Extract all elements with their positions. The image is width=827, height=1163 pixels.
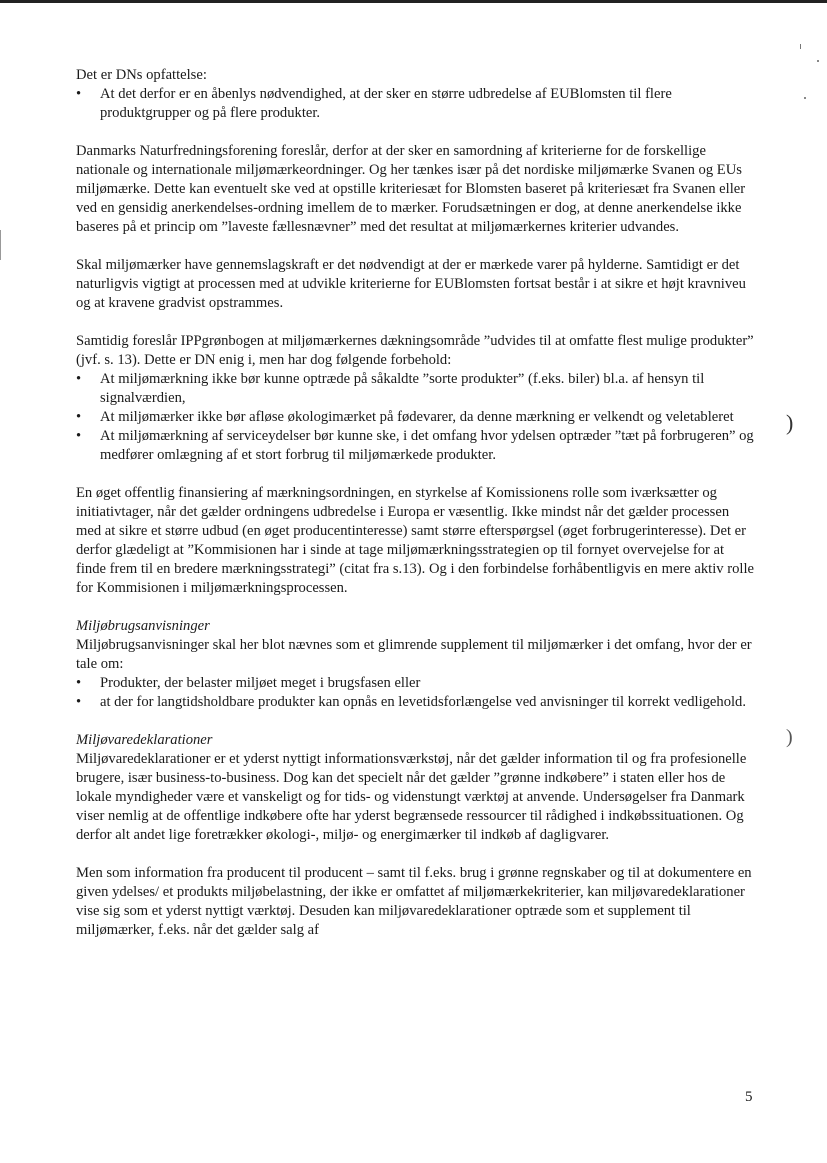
list-item: • Produkter, der belaster miljøet meget i brugsfasen eller [76,674,756,693]
bullet-list [76,85,756,123]
usage-instructions-section [76,617,756,712]
bullet-list [76,370,756,465]
scan-top-border [0,0,827,3]
paragraph: Skal miljømærker have gennemslagskraft er det nødvendigt at der er mærkede varer på hylderne. Samtidigt er det naturligvis vigtigt at processen med at udvikle kriterierne for EUBlomsten fortsat består i at sikre et højt kravniveu og at kravene gradvist opstrammes. [76,257,746,311]
section-heading: Miljøvaredeklarationer [76,732,213,748]
paragraph: Miljøbrugsanvisninger skal her blot nævnes som et glimrende supplement til miljømærker i det omfang, hvor der er tale om: [76,637,752,672]
section-heading: Miljøbrugsanvisninger [76,618,210,634]
list-item: • At miljømærker ikke bør afløse økologimærket på fødevarer, da denne mærkning er velkendt og veletableret [76,408,756,427]
list-item: • at der for langtidsholdbare produkter kan opnås en levetidsforlængelse ved anvisninger til korrekt vedligehold. [76,693,756,712]
scan-margin-mark [0,230,1,260]
bullet-list [76,674,756,712]
list-item: • At det derfor er en åbenlys nødvendighed, at der sker en større udbredelse af EUBlomsten til flere produktgrupper og på flere produkter. [76,85,756,123]
scan-speck [804,97,806,99]
paragraph: Miljøvaredeklarationer er et yderst nyttigt informationsværkstøj, når det gælder information til og fra profesionelle brugere, især business-to-business. Dog kan det specielt når det gælder ”grønne indkøbere” i staten eller hos de lokale myndigheder være et vanskeligt og for tids- og videnstungt værktøj at anvende. Undersøgelser fra Danmark viser nemlig at de offentlige indkøbere ofte har yderst begrænsede ressourcer til rådighed i indkøbssituationen. Og derfor alt andet lige foretrækker økologi-, miljø- og energimærker til indkøb af dagligvarer. [76,751,747,843]
scan-speck [817,60,819,62]
hole-punch-mark: ) [786,410,794,435]
paragraph: Men som information fra producent til producent – samt til f.eks. brug i grønne regnskaber og til at dokumentere en given ydelses/ et produkts miljøbelastning, der ikke er omfattet af miljømærkekriterier, kan miljøvaredeklarationer vise sig som et yderst nyttigt værktøj. Desuden kan miljøvaredeklarationer optræde som et supplement til miljømærker, f.eks. når det gælder salg af [76,865,752,938]
hole-punch-mark: ) [786,726,793,748]
declarations-section [76,731,756,845]
opinion-section [76,66,756,123]
reservations-section [76,332,756,465]
paragraph: En øget offentlig finansiering af mærkningsordningen, en styrkelse af Komissionens rolle som iværksætter og initiativtager, når det gælder ordningens udbredelse i Europa er væsentlig. Ikke mindst når det gælder processen med at sikre et større udbud (en øget producentinteresse) samt større efterspørgsel (øget forbrugerinteresse). Det er derfor glædeligt at ”Kommisionen har i sinde at tage miljømærkningsstrategien op til fornyet overvejelse for at finde frem til en bredere mærkningsstrategi” (citat fra s.13). Og i den forbindelse forhåbentligvis en mere aktiv rolle for Kommisionen i miljømærkningsprocessen. [76,485,754,596]
paragraph: Det er DNs opfattelse: [76,67,207,83]
list-item: • At miljømærkning ikke bør kunne optræde på såkaldte ”sorte produkter” (f.eks. biler) bl.a. af hensyn til signalværdien, [76,370,756,408]
scan-margin-mark [800,44,801,49]
paragraph: Danmarks Naturfredningsforening foreslår, derfor at der sker en samordning af kriterierne for de forskellige nationale og internationale miljømærkeordninger. Og her tænkes især på det nordiske miljømærke Svanen og EUs miljømærke. Dette kan eventuelt ske ved at opstille kriteriesæt for Blomsten baseret på kriteriesæt fra Svanen eller ved en gensidig anerkendelses-ordning imellem de to mærker. Forudsætningen er dog, at denne anerkendelse ikke baseres på et princip om ”laveste fællesnævner” med det resultat at miljømærkernes kriterier udvandes. [76,143,746,235]
document-body [76,66,756,959]
page-number: 5 [745,1089,753,1105]
list-item: • At miljømærkning af serviceydelser bør kunne ske, i det omfang hvor ydelsen optræder ”tæt på forbrugeren” og medfører omlægning af et stort forbrug til miljømærkede produkter. [76,427,756,465]
paragraph: Samtidig foreslår IPPgrønbogen at miljømærkernes dækningsområde ”udvides til at omfatte flest mulige produkter” (jvf. s. 13). Dette er DN enig i, men har dog følgende forbehold: [76,333,754,368]
